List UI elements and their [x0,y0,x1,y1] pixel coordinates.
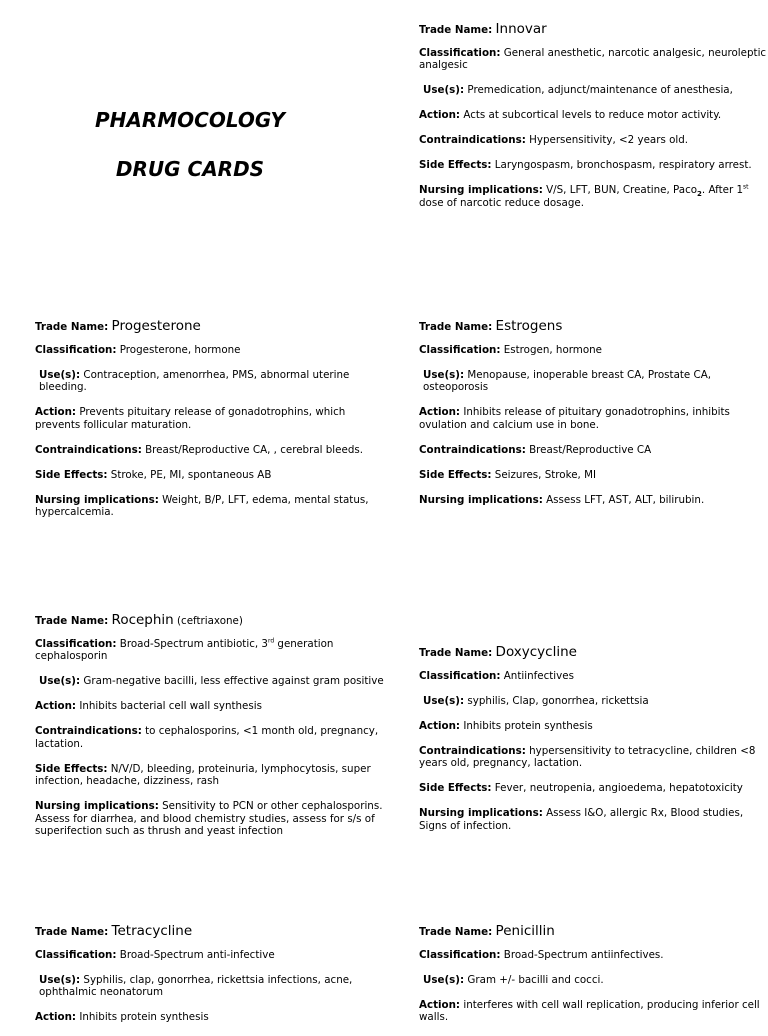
side-effects-value: Seizures, Stroke, MI [494,468,596,481]
action-label: Action: [419,109,461,121]
nursing-label: Nursing implications: [419,807,543,819]
generic-name: (ceftriaxone) [177,615,243,627]
classification-row [35,949,385,962]
classification-label: Classification: [35,343,117,356]
side-effects-value: Fever, neutropenia, angioedema, hepatotoxicity [494,782,743,794]
drug-card-penicillin [419,925,768,1036]
action-row [419,999,768,1024]
action-label: Action: [35,406,77,418]
trade-name-row [419,646,768,660]
side-effects-value: Stroke, PE, MI, spontaneous AB [110,468,272,481]
contraindications-label: Contraindications: [419,443,526,456]
classification-row [35,344,385,357]
classification-label: Classification: [419,343,501,356]
contraindications-row [419,745,768,770]
action-label: Action: [419,719,461,732]
nursing-value: V/S, LFT, BUN, Creatine, Paco$_2$. After 1st dose of narcotic reduce dosage. [419,183,749,209]
contraindications-value: to cephalosporins, <1 month old, pregnancy, lactation. [35,725,379,750]
drug-card-rocephin [35,614,385,850]
nursing-value: Assess I&O, allergic Rx, Blood studies, Signs of infection. [419,807,744,832]
classification-value: Estrogen, hormone [503,343,602,356]
classification-value: Broad-Spectrum antibiotic, 3rd generation cephalosporin [35,637,334,662]
contraindications-row [35,444,385,457]
side-effects-label: Side Effects: [35,762,108,775]
action-value: Prevents pituitary release of gonadotrophins, which prevents follicular maturation. [35,406,346,431]
nursing-row [419,184,767,209]
classification-value: Broad-Spectrum antiinfectives. [503,948,664,961]
contraindications-value: Hypersensitivity, <2 years old. [529,134,689,146]
trade-name-label: Trade Name: [419,321,493,333]
trade-name-row [35,925,385,939]
action-row [35,406,385,431]
contraindications-label: Contraindications: [35,443,142,456]
uses-label: Use(s): [39,973,81,986]
classification-label: Classification: [419,948,501,961]
action-row [419,109,767,122]
drug-card-estrogens [419,320,768,519]
nursing-label: Nursing implications: [419,493,543,506]
classification-row [35,638,385,663]
trade-name-label: Trade Name: [419,24,493,36]
uses-label: Use(s): [39,368,81,381]
drug-card-doxycycline [419,646,768,845]
side-effects-value: Laryngospasm, bronchospasm, respiratory arrest. [494,159,752,171]
action-row [35,700,385,713]
uses-value: Gram-negative bacilli, less effective against gram positive [83,675,384,687]
action-row [419,720,768,733]
uses-label: Use(s): [39,675,81,687]
contraindications-value: Breast/Reproductive CA [529,443,652,456]
action-row [35,1011,385,1024]
classification-label: Classification: [35,948,117,961]
uses-row [419,974,768,987]
action-label: Action: [35,1011,77,1023]
classification-row [419,670,768,683]
action-label: Action: [35,700,77,712]
document-subtitle: DRUG CARDS [115,157,265,181]
contraindications-value: Breast/Reproductive CA, , cerebral bleeds. [145,443,364,456]
contraindications-value: hypersensitivity to tetracycline, children <8 years old, pregnancy, lactation. [419,744,756,769]
classification-label: Classification: [35,637,117,650]
action-value: interferes with cell wall replication, producing inferior cell walls. [419,998,760,1023]
trade-name-value: Penicillin [495,923,555,939]
uses-value: Contraception, amenorrhea, PMS, abnormal uterine bleeding. [39,368,350,393]
action-value: Inhibits protein synthesis [79,1011,209,1023]
contraindications-label: Contraindications: [419,134,526,146]
nursing-row [35,800,385,838]
uses-value: Gram +/- bacilli and cocci. [467,973,604,986]
action-value: Inhibits bacterial cell wall synthesis [79,700,262,712]
trade-name-label: Trade Name: [35,615,109,627]
uses-value: Syphilis, clap, gonorrhea, rickettsia infections, acne, ophthalmic neonatorum [39,973,353,998]
nursing-value: Assess LFT, AST, ALT, bilirubin. [546,493,705,506]
classification-row [419,949,768,962]
classification-value: Antiinfectives [503,669,574,682]
uses-row [419,695,768,708]
nursing-label: Nursing implications: [35,493,159,506]
document-title: PHARMOCOLOGY [95,108,285,132]
nursing-value: Weight, B/P, LFT, edema, mental status, hypercalcemia. [35,493,369,518]
trade-name-row [35,614,385,628]
trade-name-row [35,320,385,334]
trade-name-value: Doxycycline [495,644,577,660]
trade-name-value: Tetracycline [111,923,193,939]
uses-row [419,369,768,394]
action-value: Inhibits release of pituitary gonadotrophins, inhibits ovulation and calcium use in bone. [419,406,730,431]
contraindications-row [35,725,385,750]
side-effects-label: Side Effects: [35,468,108,481]
trade-name-value: Estrogens [495,318,563,334]
uses-label: Use(s): [423,973,465,986]
action-label: Action: [419,406,461,418]
trade-name-label: Trade Name: [35,926,109,938]
uses-label: Use(s): [423,368,465,381]
uses-row [419,84,767,97]
trade-name-row [419,320,768,334]
nursing-row [419,807,768,832]
nursing-value: Sensitivity to PCN or other cephalosporins. Assess for diarrhea, and blood chemistry studies, assess for s/s of superifection such as thrush and yeast infection [35,800,383,837]
trade-name-row [419,925,768,939]
nursing-label: Nursing implications: [35,800,159,812]
action-value: Acts at subcortical levels to reduce motor activity. [463,109,722,121]
side-effects-row [419,782,768,795]
nursing-row [419,494,768,507]
action-row [419,406,768,431]
action-label: Action: [419,998,461,1011]
contraindications-row [419,444,768,457]
side-effects-row [419,159,767,172]
side-effects-label: Side Effects: [419,468,492,481]
trade-name-value: Rocephin [111,612,174,628]
drug-card-innovar [419,23,767,222]
drug-card-tetracycline [35,925,385,1036]
side-effects-row [419,469,768,482]
uses-row [35,675,385,688]
trade-name-row [419,23,767,37]
side-effects-row [35,763,385,788]
uses-row [35,369,385,394]
classification-row [419,344,768,357]
trade-name-label: Trade Name: [419,926,493,938]
uses-value: Premedication, adjunct/maintenance of anesthesia, [467,84,733,96]
uses-value: syphilis, Clap, gonorrhea, rickettsia [467,694,649,707]
classification-label: Classification: [419,669,501,682]
classification-value: Broad-Spectrum anti-infective [119,948,275,961]
classification-row [419,47,767,72]
nursing-label: Nursing implications: [419,184,543,196]
trade-name-value: Progesterone [111,318,201,334]
action-value: Inhibits protein synthesis [463,719,593,732]
side-effects-row [35,469,385,482]
side-effects-value: N/V/D, bleeding, proteinuria, lymphocytosis, super infection, headache, dizziness, rash [35,762,371,787]
drug-card-progesterone [35,320,385,531]
trade-name-label: Trade Name: [35,321,109,333]
contraindications-label: Contraindications: [35,725,142,737]
uses-label: Use(s): [423,694,465,707]
uses-label: Use(s): [423,84,465,96]
side-effects-label: Side Effects: [419,782,492,794]
uses-row [35,974,385,999]
trade-name-value: Innovar [495,21,547,37]
trade-name-label: Trade Name: [419,647,493,659]
classification-label: Classification: [419,46,501,59]
contraindications-label: Contraindications: [419,744,526,757]
nursing-row [35,494,385,519]
contraindications-row [419,134,767,147]
side-effects-label: Side Effects: [419,159,492,171]
classification-value: General anesthetic, narcotic analgesic, neuroleptic analgesic [419,46,767,71]
classification-value: Progesterone, hormone [119,343,241,356]
uses-value: Menopause, inoperable breast CA, Prostate CA, osteoporosis [423,368,712,393]
